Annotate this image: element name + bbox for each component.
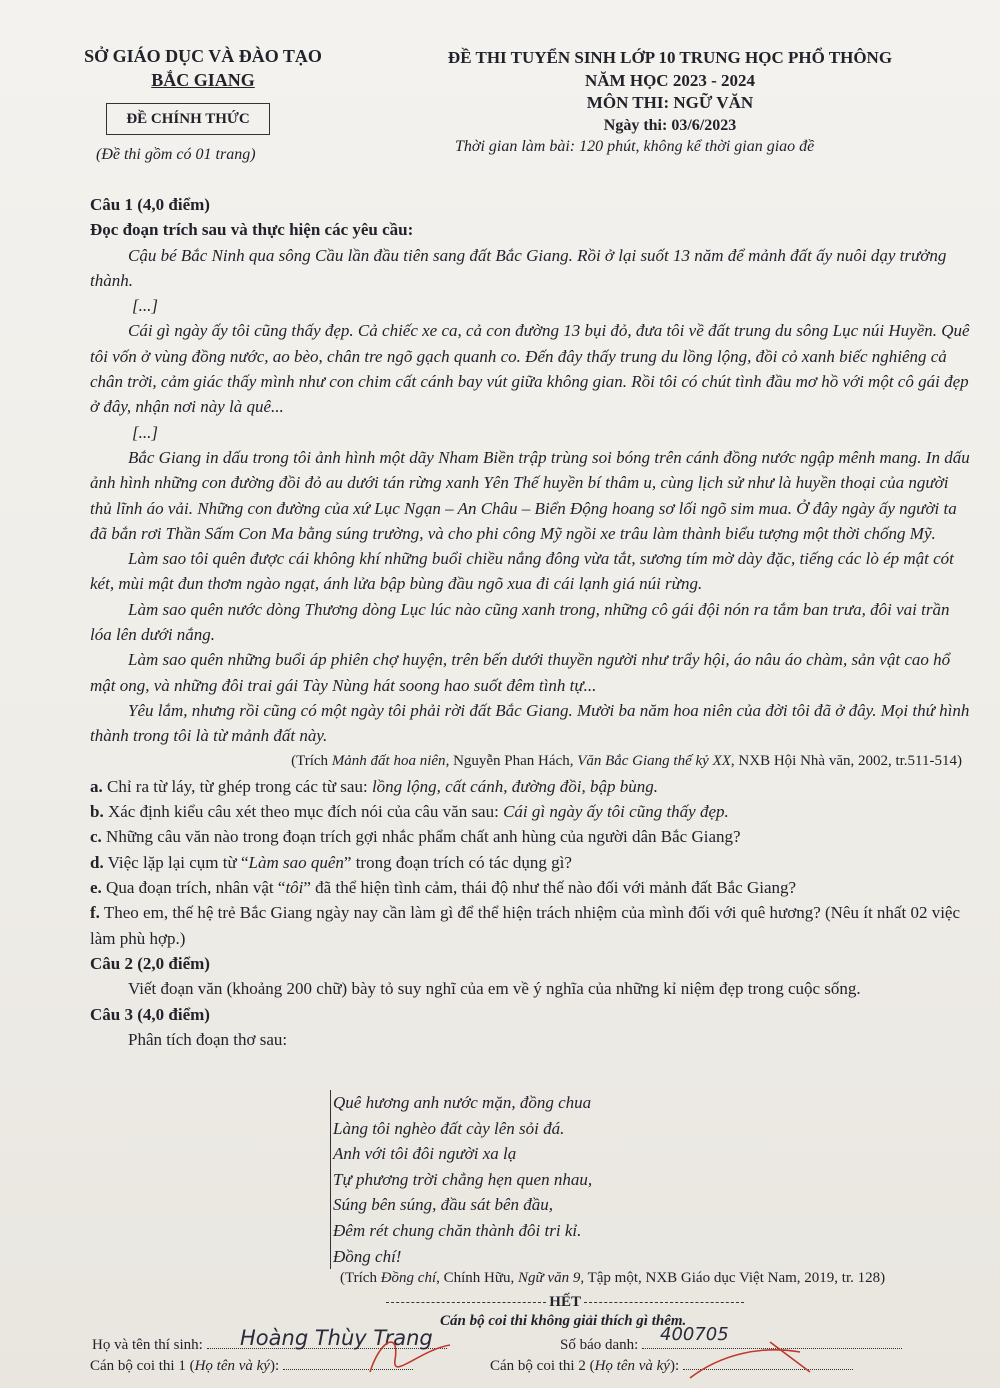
- proctor-2-field: [490, 1358, 853, 1375]
- candidate-name-handwritten: Hoàng Thùy Trang: [240, 1326, 433, 1350]
- question-2-text: Viết đoạn văn (khoảng 200 chữ) bày tỏ suy nghĩ của em về ý nghĩa của những kỉ niệm đẹp trong cuộc sống.: [128, 979, 861, 999]
- task-text: Theo em, thế hệ trẻ Bắc Giang ngày nay cần làm gì để thể hiện trách nhiệm của mình đối với quê hương? (Nêu ít nhất 02 việc làm phù hợp.): [90, 903, 961, 948]
- task-label: b.: [90, 802, 104, 822]
- proctor-label: ):: [269, 1358, 283, 1374]
- proctor-label: Họ tên và ký: [194, 1358, 270, 1374]
- task-text: ” trong đoạn trích có tác dụng gì?: [343, 852, 572, 872]
- task-label: f.: [90, 903, 100, 923]
- proctor-label: Cán bộ coi thi 2 (: [490, 1358, 595, 1374]
- task-text: Việc lặp lại cụm từ “: [103, 852, 249, 872]
- task-c: [90, 824, 970, 849]
- question-1-instruction: Đọc đoạn trích sau và thực hiện các yêu cầu:: [90, 220, 414, 240]
- page-count-note: (Đề thi gồm có 01 trang): [96, 146, 256, 163]
- exam-body: [90, 192, 970, 1052]
- task-text: Những câu văn nào trong đoạn trích gợi nhắc phẩm chất anh hùng của người dân Bắc Giang?: [101, 827, 741, 847]
- passage-paragraph-1: Cậu bé Bắc Ninh qua sông Cầu lần đầu tiên sang đất Bắc Giang. Rồi ở lại suốt 13 năm để mảnh đất ấy nuôi dạy trưởng thành.: [90, 245, 947, 290]
- passage-paragraph-6: Làm sao quên những buổi áp phiên chợ huyện, trên bến dưới thuyền người như trẩy hội, áo nâu áo chàm, sản vật cao hổ mật ong, và những đôi trai gái Tày Nùng hát soong hao suốt đêm tình tự...: [90, 650, 951, 695]
- divider: [386, 1302, 546, 1303]
- proctor-1-field: [90, 1358, 413, 1375]
- task-label: e.: [90, 878, 102, 898]
- poem-line: Đêm rét chung chăn thành đôi tri kỉ.: [333, 1220, 582, 1240]
- question-3-heading: Câu 3 (4,0 điểm): [90, 1004, 210, 1024]
- source-author: , Chính Hữu,: [436, 1270, 519, 1286]
- proctor-line: [283, 1369, 413, 1370]
- school-year: NĂM HỌC 2023 - 2024: [585, 71, 755, 90]
- poem-source: [340, 1270, 885, 1287]
- poem-line: Súng bên súng, đầu sát bên đầu,: [333, 1195, 554, 1215]
- passage-ellipsis: [...]: [132, 422, 158, 442]
- candidate-number-field: [560, 1337, 902, 1354]
- task-text: Qua đoạn trích, nhân vật “: [101, 878, 286, 898]
- task-text: ” đã thể hiện tình cảm, thái độ như thế nào đối với mảnh đất Bắc Giang?: [303, 878, 797, 898]
- task-d: [90, 850, 970, 875]
- source-title: Đồng chí: [380, 1270, 437, 1286]
- subject: MÔN THI: NGỮ VĂN: [586, 93, 754, 112]
- task-label: a.: [90, 776, 103, 796]
- task-label: c.: [90, 827, 102, 847]
- task-a: [90, 774, 970, 799]
- passage-source: [90, 749, 970, 774]
- proctor-note: Cán bộ coi thi không giải thích gì thêm.: [440, 1313, 687, 1329]
- task-label: d.: [90, 852, 104, 872]
- source-prefix: (Trích: [340, 1270, 381, 1286]
- sbd-label: Số báo danh:: [560, 1337, 643, 1353]
- source-title: Mảnh đất hoa niên: [331, 752, 446, 769]
- source-author: , Nguyễn Phan Hách,: [445, 752, 578, 769]
- passage-paragraph-5: Làm sao quên nước dòng Thương dòng Lục lúc nào cũng xanh trong, những cô gái đội nón ra tắm ban trưa, đôi vai trần lóa lên dưới nắng.: [90, 599, 950, 645]
- department-name: SỞ GIÁO DỤC VÀ ĐÀO TẠO: [84, 46, 322, 66]
- passage-paragraph-2: Cái gì ngày ấy tôi cũng thấy đẹp. Cả chiếc xe ca, cả con đường 13 bụi đỏ, đưa tôi về đất trung du sông Lục núi Huyền. Quê tôi vốn ở vùng đồng nước, ao bèo, chân tre ngõ gạch quanh co. Đến đây thấy trung du lồng lộng, đồi cỏ xanh biếc nghiêng cả chân trời, cảm giác thấy mình như con chim cất cánh bay vút giữa không gian. Rồi tôi có chút tình đầu mơ hồ với một cô gái đẹp ở đây, nhận nơi này là quê...: [90, 321, 970, 417]
- poem-line: Tự phương trời chẳng hẹn quen nhau,: [333, 1169, 593, 1189]
- poem-excerpt: [330, 1090, 592, 1269]
- proctor-label: Họ tên và ký: [594, 1358, 670, 1374]
- proctor-label: ):: [669, 1358, 683, 1374]
- poem-line: Làng tôi nghèo đất cày lên sỏi đá.: [333, 1118, 565, 1138]
- proctor-line: [683, 1369, 853, 1370]
- task-quote: Cái gì ngày ấy tôi cũng thấy đẹp.: [503, 802, 729, 822]
- task-words: lồng lộng, cất cánh, đường đồi, bập bùng.: [371, 776, 659, 796]
- task-quote: Làm sao quên: [248, 852, 344, 872]
- exam-title: ĐỀ THI TUYỂN SINH LỚP 10 TRUNG HỌC PHỔ THÔNG: [447, 48, 893, 67]
- task-e: [90, 875, 970, 900]
- poem-line: Quê hương anh nước mặn, đồng chua: [333, 1093, 592, 1112]
- question-3-instruction: Phân tích đoạn thơ sau:: [128, 1029, 288, 1049]
- official-exam-box: ĐỀ CHÍNH THỨC: [106, 103, 270, 135]
- divider: [584, 1302, 744, 1303]
- poem-line: Anh với tôi đôi người xa lạ: [333, 1144, 517, 1164]
- question-1-heading: Câu 1 (4,0 điểm): [90, 195, 210, 214]
- source-book: Ngữ văn 9: [518, 1270, 581, 1286]
- task-b: [90, 799, 970, 824]
- candidate-label: Họ và tên thí sinh:: [92, 1337, 207, 1353]
- end-text: HẾT: [549, 1294, 581, 1310]
- task-text: Xác định kiểu câu xét theo mục đích nói của câu văn sau:: [103, 802, 504, 822]
- source-publisher: , NXB Hội Nhà văn, 2002, tr.511-514): [730, 752, 962, 769]
- poem-line: Đồng chí!: [333, 1246, 402, 1266]
- question-2-heading: Câu 2 (2,0 điểm): [90, 953, 210, 973]
- candidate-number-handwritten: 400705: [660, 1324, 729, 1345]
- passage-paragraph-7: Yêu lắm, nhưng rồi cũng có một ngày tôi phải rời đất Bắc Giang. Mười ba năm hoa niên của đời tôi đã ở đây. Mọi thứ hình thành trong tôi là từ mảnh đất này.: [90, 700, 970, 746]
- time-limit: Thời gian làm bài: 120 phút, không kể thời gian giao đề: [455, 138, 815, 155]
- passage-paragraph-3: Bắc Giang in dấu trong tôi ảnh hình một dãy Nham Biền trập trùng soi bóng trên cánh đồng nước ngập mênh mang. In dấu ảnh hình những con đường đồi đỏ au dưới tán rừng xanh Yên Thế huyền bí thâm u, cùng lịch sử như là huyền thoại của người thủ lĩnh áo vải. Những con đường của xứ Lục Ngạn – An Châu – Biển Động hoang sơ lối ngõ sim mua. Ở đây ngày ấy người ta đã bắn rơi Thần Sấm Con Ma bằng súng trường, và cho phi công Mỹ ngồi xe trâu làm thành biểu tượng một thời chống Mỹ.: [90, 447, 970, 543]
- proctor-label: Cán bộ coi thi 1 (: [90, 1358, 195, 1374]
- passage-ellipsis: [...]: [132, 296, 158, 316]
- passage-paragraph-4: Làm sao tôi quên được cái không khí những buổi chiều nắng đông vừa tắt, sương tím mờ dày đặc, tiếng các lò ép mật cót két, mùi mật đun thơm ngào ngạt, ánh lửa bập bùng đầu ngõ xua đi cái lạnh giá núi rừng.: [90, 549, 954, 594]
- task-quote: tôi: [285, 878, 304, 898]
- sbd-line: [642, 1348, 902, 1349]
- source-book: Văn Bắc Giang thế kỷ XX: [577, 752, 731, 769]
- exam-date: Ngày thi: 03/6/2023: [603, 117, 737, 134]
- task-f: [90, 900, 970, 951]
- source-publisher: , Tập một, NXB Giáo dục Việt Nam, 2019, tr. 128): [580, 1270, 886, 1286]
- task-text: Chỉ ra từ láy, từ ghép trong các từ sau:: [102, 776, 372, 796]
- source-prefix: (Trích: [291, 752, 332, 769]
- end-marker: [370, 1294, 760, 1311]
- province-name: BẮC GIANG: [151, 70, 255, 90]
